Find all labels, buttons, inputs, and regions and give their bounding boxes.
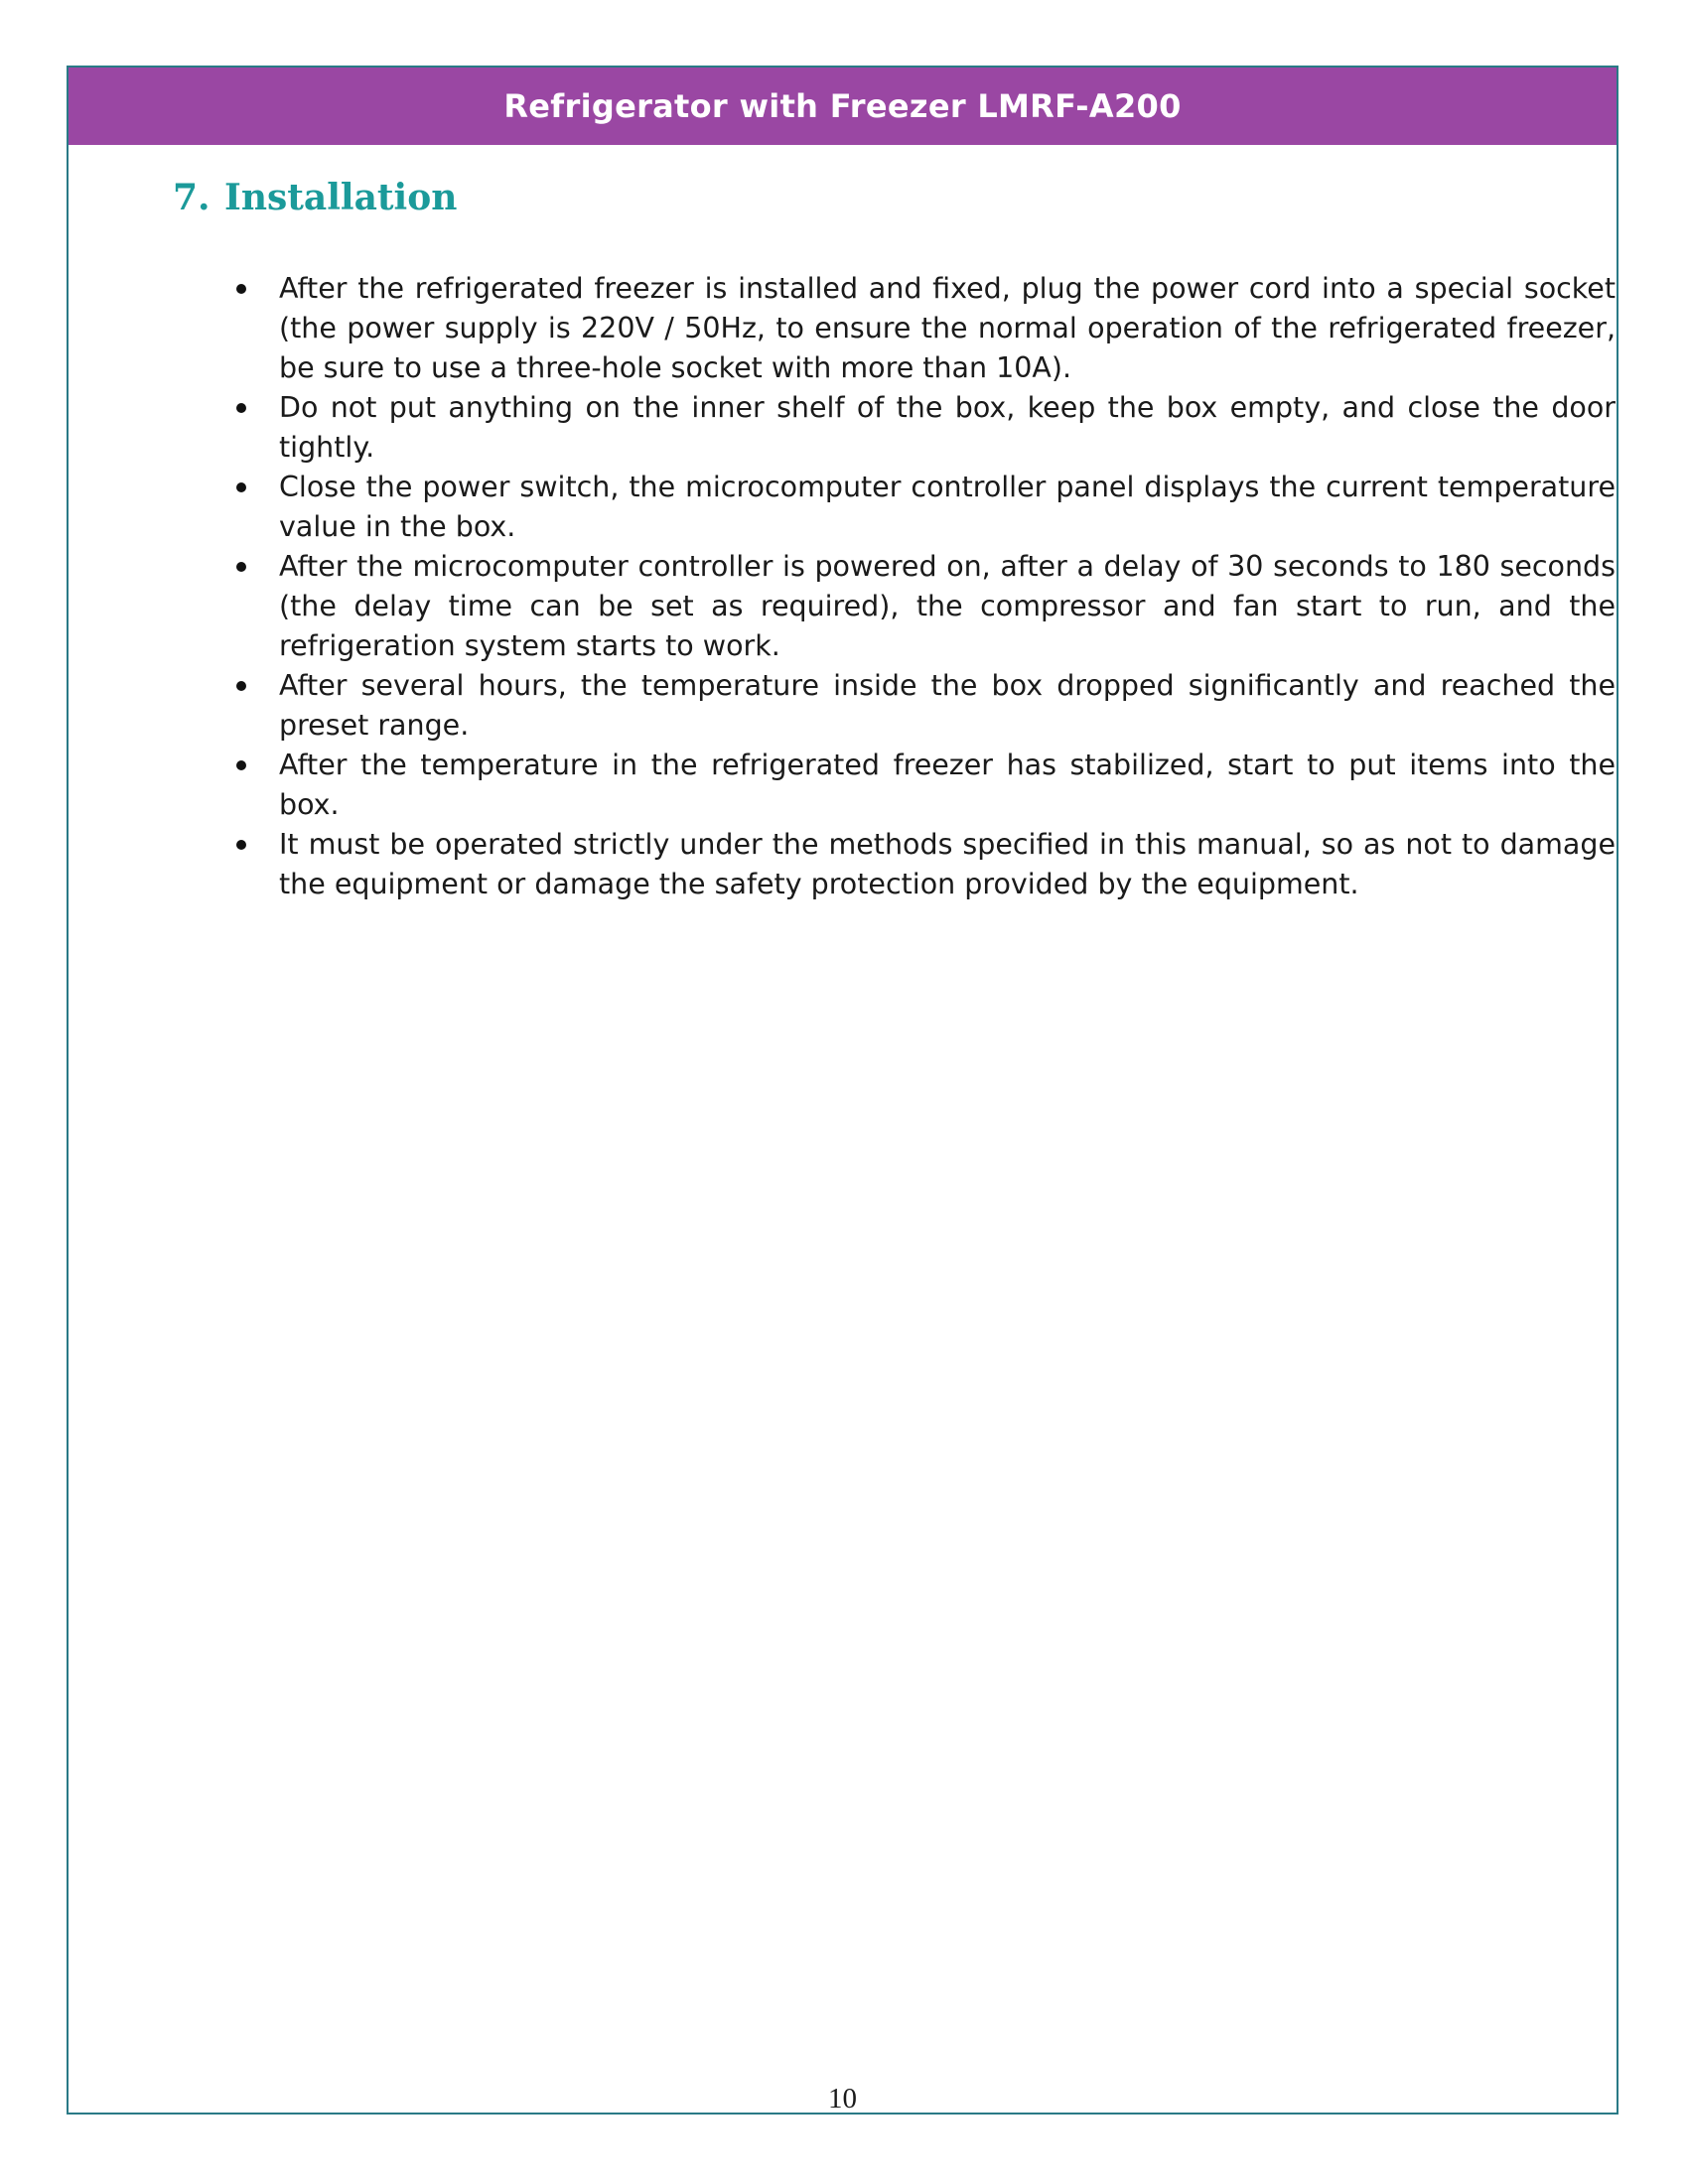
list-item-text: After several hours, the temperature inside the box dropped significantly and reached the preset range.	[279, 669, 1616, 742]
bullet-icon	[236, 482, 246, 492]
section-heading	[173, 177, 457, 218]
list-item	[227, 825, 1616, 904]
list-item-text: It must be operated strictly under the methods specified in this manual, so as not to damage the equipment or damage the safety protection provided by the equipment.	[279, 828, 1616, 900]
section-title: Installation	[224, 177, 458, 218]
page-frame	[67, 66, 1618, 2115]
list-item-text: Do not put anything on the inner shelf of the box, keep the box empty, and close the door tightly.	[279, 391, 1616, 464]
list-item	[227, 269, 1616, 388]
document-title: Refrigerator with Freezer LMRF-A200	[503, 87, 1182, 125]
list-item-text: After the temperature in the refrigerated freezer has stabilized, start to put items into the box.	[279, 749, 1616, 821]
page-number: 10	[828, 2083, 857, 2115]
list-item	[227, 468, 1616, 547]
header-bar	[69, 68, 1617, 145]
list-item	[227, 746, 1616, 825]
list-item-text: Close the power switch, the microcomputer controller panel displays the current temperature value in the box.	[279, 471, 1616, 543]
list-item-text: After the refrigerated freezer is installed and fixed, plug the power cord into a special socket (the power supply is 220V / 50Hz, to ensure the normal operation of the refrigerated freezer, be sure to use a three-hole socket with more than 10A).	[279, 272, 1616, 384]
section-number: 7.	[173, 177, 211, 218]
installation-bullet-list	[227, 269, 1616, 904]
list-item	[227, 547, 1616, 666]
bullet-icon	[236, 840, 246, 850]
bullet-icon	[236, 562, 246, 572]
bullet-icon	[236, 760, 246, 770]
list-item	[227, 666, 1616, 746]
bullet-icon	[236, 284, 246, 294]
bullet-icon	[236, 403, 246, 413]
list-item	[227, 388, 1616, 468]
list-item-text: After the microcomputer controller is powered on, after a delay of 30 seconds to 180 seconds (the delay time can be set as required), the compressor and fan start to run, and the refrigeration system starts to work.	[279, 550, 1616, 662]
bullet-icon	[236, 681, 246, 691]
